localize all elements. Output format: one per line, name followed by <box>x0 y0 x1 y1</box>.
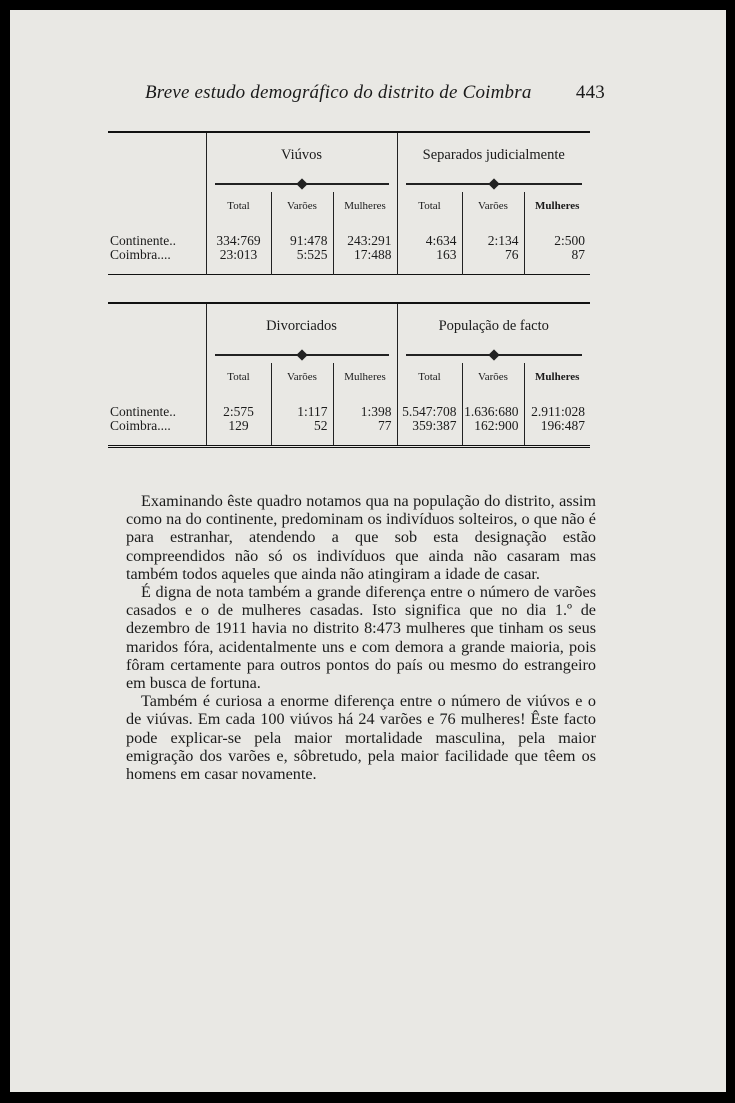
cell: 2:500 <box>524 234 590 248</box>
cell: 2.911:028 <box>524 405 590 419</box>
cell: 1:398 <box>333 405 397 419</box>
column-header: Varões <box>271 363 333 391</box>
group-header: Divorciados <box>206 303 397 349</box>
column-header: Mulheres <box>524 363 590 391</box>
table-widowed-separated <box>108 131 590 275</box>
cell: 129 <box>206 419 271 433</box>
cell: 2:575 <box>206 405 271 419</box>
table-divorced-population <box>108 302 590 448</box>
cell: 87 <box>524 248 590 262</box>
column-header: Total <box>206 363 271 391</box>
table-row <box>108 234 590 248</box>
column-header: Mulheres <box>333 192 397 220</box>
table-row <box>108 419 590 433</box>
cell: 163 <box>397 248 462 262</box>
cell: 334:769 <box>206 234 271 248</box>
cell: 76 <box>462 248 524 262</box>
brace <box>206 178 397 192</box>
group-header: Viúvos <box>206 132 397 178</box>
table-row <box>108 405 590 419</box>
header-title: Breve estudo demográfico do distrito de Coimbra <box>145 82 532 103</box>
table-row <box>108 248 590 262</box>
row-label: Coimbra.... <box>110 247 171 262</box>
cell: 1.636:680 <box>462 405 524 419</box>
column-header: Varões <box>462 363 524 391</box>
cell: 359:387 <box>397 419 462 433</box>
column-header: Total <box>397 192 462 220</box>
column-header: Mulheres <box>524 192 590 220</box>
cell: 243:291 <box>333 234 397 248</box>
page-number: 443 <box>575 82 605 103</box>
brace <box>206 349 397 363</box>
brace <box>397 349 590 363</box>
row-label: Coimbra.... <box>110 418 171 433</box>
column-header: Varões <box>271 192 333 220</box>
paragraph: Examinando êste quadro notamos qua na população do distrito, assim como na do continente, predominam os indivíduos solteiros, o que não é para estranhar, atendendo a que sob esta designação estão compreendidos não só os indivíduos que ainda não casaram mas também todos aqueles que ainda não atingiram a idade de casar. <box>126 492 596 583</box>
cell: 5.547:708 <box>397 405 462 419</box>
column-header: Total <box>397 363 462 391</box>
running-header <box>145 82 605 104</box>
paragraph: É digna de nota também a grande diferença entre o número de varões casados e o de mulheres casadas. Isto significa que no dia 1.º de dezembro de 1911 havia no distrito 8:473 mulheres que tinham os seus maridos fóra, acidentalmente uns e com demora a grande maioria, pois fôram certamente para outros pontos do país ou mesmo do estrangeiro em busca de fortuna. <box>126 583 596 693</box>
cell: 91:478 <box>271 234 333 248</box>
row-label: Continente.. <box>110 404 176 419</box>
cell: 196:487 <box>524 419 590 433</box>
cell: 1:117 <box>271 405 333 419</box>
column-header: Varões <box>462 192 524 220</box>
cell: 52 <box>271 419 333 433</box>
cell: 77 <box>333 419 397 433</box>
cell: 17:488 <box>333 248 397 262</box>
paragraph: Também é curiosa a enorme diferença entre o número de viúvos e o de viúvas. Em cada 100 viúvos há 24 varões e 76 mulheres! Êste facto pode explicar-se pela maior mortalidade masculina, pela maior emigração dos varões e, sôbretudo, pela maior facilidade que têem os homens em casar novamente. <box>126 692 596 784</box>
column-header: Mulheres <box>333 363 397 391</box>
cell: 4:634 <box>397 234 462 248</box>
group-header: População de facto <box>397 303 590 349</box>
group-header: Separados judicialmente <box>397 132 590 178</box>
book-page <box>10 10 726 1092</box>
column-header: Total <box>206 192 271 220</box>
cell: 162:900 <box>462 419 524 433</box>
body-text <box>126 492 596 783</box>
row-label: Continente.. <box>110 233 176 248</box>
cell: 2:134 <box>462 234 524 248</box>
cell: 5:525 <box>271 248 333 262</box>
cell: 23:013 <box>206 248 271 262</box>
brace <box>397 178 590 192</box>
